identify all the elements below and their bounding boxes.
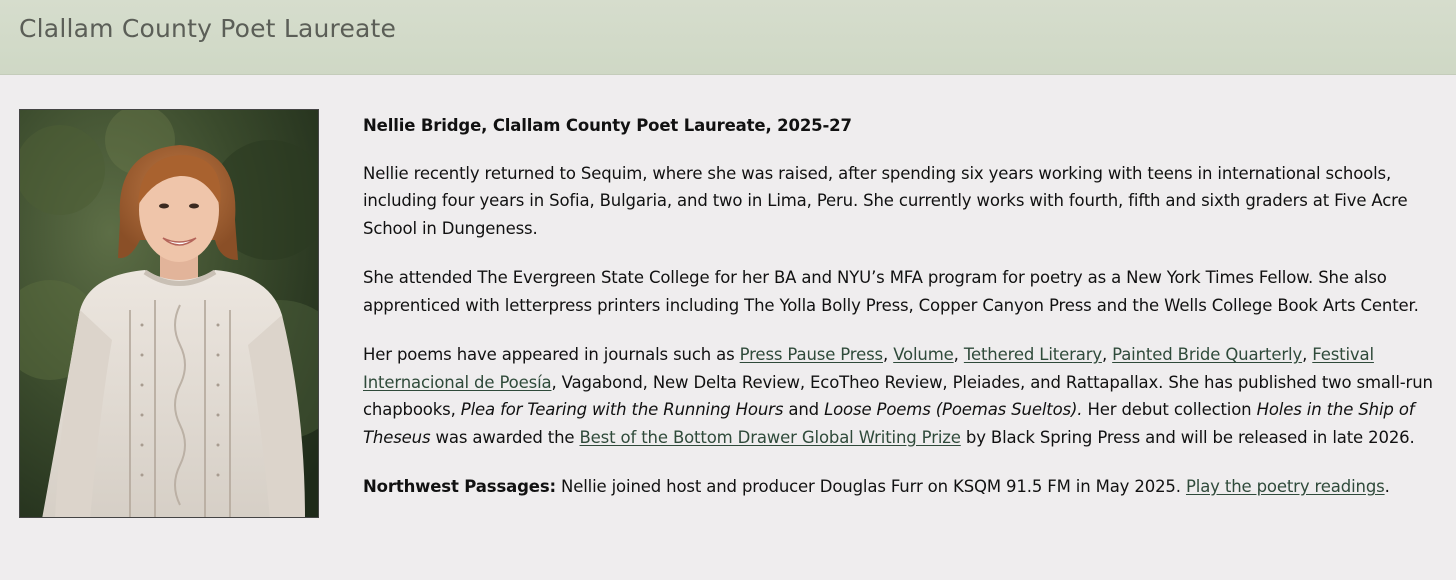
bio-paragraph-2: She attended The Evergreen State College for her BA and NYU’s MFA program for poetry as a New York Times Fellow. She also apprenticed with letterpress printers including The Yolla Bolly Press, Copper Canyon Press and the Wells College Book Arts Center. [363, 268, 1419, 315]
bio-paragraph-3: Her poems have appeared in journals such as Press Pause Press, Volume, Tethered Literary, Painted Bride Quarterly, Festival Internacional de Poesía, Vagabond, New Delta Review, EcoTheo Review, Pleiades, and Rattapallax. She has published two small-run chapbooks, Plea for Tearing with the Running Hours and Loose Poems (Poemas Sueltos). Her debut collection Holes in the Ship of Theseus was awarded the Best of the Bottom Drawer Global Writing Prize by Black Spring Press and will be released in late 2026. [363, 345, 1433, 447]
bio-content [363, 112, 1449, 523]
portrait-photo-icon [20, 110, 319, 518]
link-bottom-drawer-prize[interactable]: Best of the Bottom Drawer Global Writing Prize [579, 427, 961, 447]
bio-paragraph-4: Northwest Passages: Nellie joined host and producer Douglas Furr on KSQM 91.5 FM in May 2025. Play the poetry readings. [363, 477, 1390, 496]
bio-paragraph-1: Nellie recently returned to Sequim, where she was raised, after spending six years working with teens in international schools, including four years in Sofia, Bulgaria, and two in Lima, Peru. She currently works with fourth, fifth and sixth graders at Five Acre School in Dungeness. [363, 163, 1408, 238]
link-volume[interactable]: Volume [893, 345, 954, 364]
link-tethered-literary[interactable]: Tethered Literary [963, 345, 1102, 364]
link-press-pause-press[interactable]: Press Pause Press [739, 345, 883, 364]
chapbook-title-2: Loose Poems (Poemas Sueltos). [824, 400, 1083, 419]
collection-title: Holes in the Ship of Theseus [363, 400, 1415, 447]
northwest-passages-label: Northwest Passages: [363, 477, 556, 496]
page-header [0, 0, 1456, 75]
link-play-poetry-readings[interactable]: Play the poetry readings [1185, 477, 1385, 496]
link-festival-internacional[interactable]: Festival Internacional de Poesía [363, 345, 1374, 392]
portrait-photo [19, 109, 319, 518]
chapbook-title-1: Plea for Tearing with the Running Hours [460, 400, 784, 419]
bio-title: Nellie Bridge, Clallam County Poet Laureate, 2025-27 [363, 116, 852, 135]
link-painted-bride-quarterly[interactable]: Painted Bride Quarterly [1112, 345, 1303, 364]
page-title: Clallam County Poet Laureate [19, 14, 397, 43]
